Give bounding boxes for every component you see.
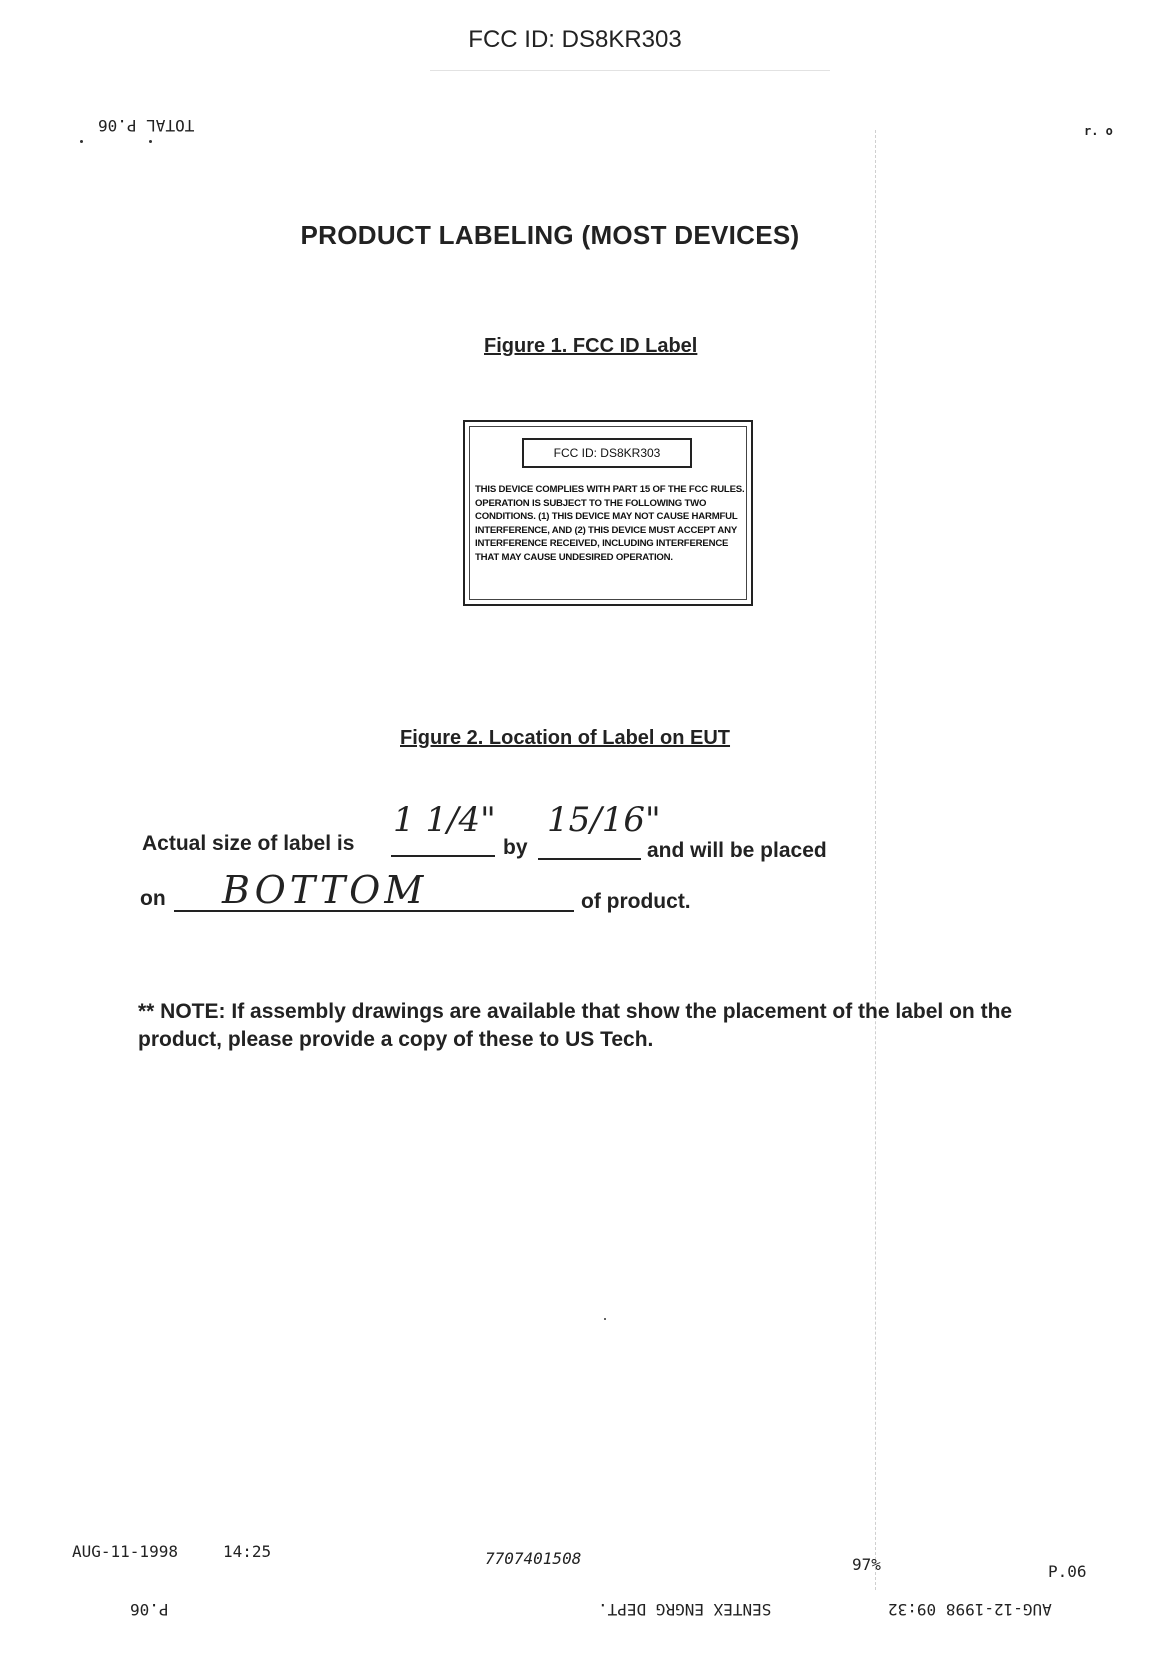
note-text: If assembly drawings are available that show the placement of the label on the product, please provide a copy of these to US Tech. — [138, 1000, 1013, 1051]
fax-flipped-page: P.06 — [130, 1600, 169, 1619]
fcc-label-compliance-text: THIS DEVICE COMPLIES WITH PART 15 OF THE FCC RULES. OPERATION IS SUBJECT TO THE FOLLOWING TWO CONDITIONS. (1) THIS DEVICE MAY NOT CAUSE HARMFUL INTERFERENCE, AND (2) THIS DEVICE MUST ACCEPT ANY INTERFERENCE RECEIVED, INCLUDING INTERFERENCE THAT MAY CAUSE UNDESIRED OPERATION. — [475, 484, 745, 563]
fcc-label-graphic — [463, 420, 753, 606]
fax-corner-mark: r. o — [1084, 124, 1113, 138]
label-location-handwritten: BOTTOM — [222, 868, 428, 912]
label-size-prefix: Actual size of label is — [142, 832, 355, 855]
page-crease — [875, 130, 876, 1590]
fax-sent-time: 14:25 — [223, 1542, 272, 1561]
fax-total-pages-flipped: TOTAL P.06 — [98, 116, 195, 135]
figure2-caption: Figure 2. Location of Label on EUT — [400, 727, 731, 749]
fax-mark-dot — [149, 140, 152, 143]
assembly-note — [138, 998, 1078, 1054]
label-height-handwritten: 15/16" — [547, 800, 661, 840]
fcc-label-id-box: FCC ID: DS8KR303 — [522, 438, 692, 468]
label-size-by: by — [503, 836, 528, 859]
fax-percent: 97% — [852, 1555, 881, 1574]
label-size-suffix: and will be placed — [647, 839, 827, 862]
label-width-blank — [391, 855, 495, 857]
header-divider — [430, 70, 830, 71]
fcc-id-header: FCC ID: DS8KR303 — [468, 26, 682, 53]
note-prefix: ** NOTE: — [138, 1000, 226, 1023]
fax-mark-dot — [80, 140, 83, 143]
figure1-caption: Figure 1. FCC ID Label — [484, 335, 698, 357]
label-location-on: on — [140, 887, 166, 910]
fax-phone-number: 7707401508 — [485, 1549, 582, 1568]
label-location-suffix: of product. — [581, 890, 691, 913]
fax-flipped-department: SENTEX ENGRG DEPT. — [598, 1600, 772, 1619]
label-width-handwritten: 1 1/4" — [393, 800, 496, 840]
fax-page-number: P.06 — [1048, 1562, 1087, 1581]
label-height-blank — [538, 858, 641, 860]
fax-flipped-datetime: AUG-12-1998 09:32 — [888, 1600, 1052, 1619]
page-title: PRODUCT LABELING (MOST DEVICES) — [300, 220, 800, 250]
scan-speck — [604, 1318, 606, 1320]
fax-sent-date: AUG-11-1998 — [72, 1542, 178, 1561]
